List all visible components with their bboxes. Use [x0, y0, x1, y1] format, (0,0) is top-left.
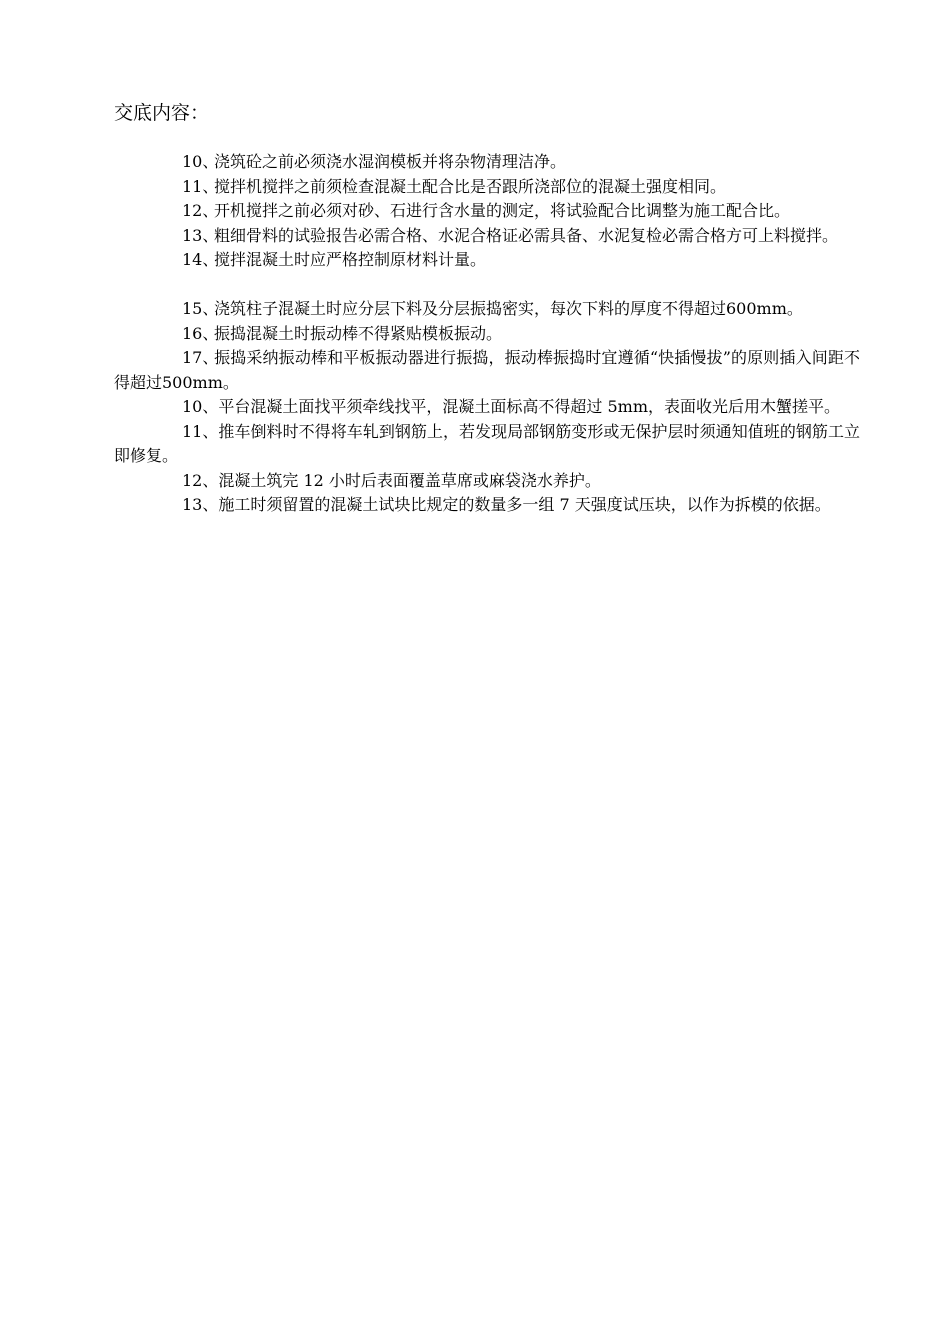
item-number: 15、: [182, 299, 219, 318]
item-number: 16、: [182, 323, 219, 343]
list-item: [114, 175, 860, 200]
item-text: 推车倒料时不得将车轧到钢筋上，若发现局部钢筋变形或无保护层时须通知值班的钢筋工立即修复。: [114, 421, 860, 465]
list-item: [114, 395, 860, 420]
instruction-list: [114, 150, 860, 518]
item-text: 振捣混凝土时振动棒不得紧贴模板振动。: [214, 323, 503, 343]
item-number: 12、: [182, 470, 219, 490]
item-number: 11、: [182, 421, 219, 441]
item-number: 11、: [182, 176, 219, 196]
item-text: 浇筑柱子混凝土时应分层下料及分层振捣密实，每次下料的厚度不得超过600mm。: [214, 299, 803, 318]
list-item: [114, 346, 860, 395]
list-item: [114, 248, 860, 273]
list-item: [114, 469, 860, 494]
list-item: [114, 493, 860, 518]
item-text: 开机搅拌之前必须对砂、石进行含水量的测定，将试验配合比调整为施工配合比。: [214, 201, 791, 220]
list-item: [114, 150, 860, 175]
list-item: [114, 224, 860, 249]
item-number: 17、: [182, 348, 219, 367]
item-number: 14、: [182, 250, 219, 269]
item-text: 平台混凝土面找平须牵线找平，混凝土面标高不得超过 5mm，表面收光后用木蟹搓平。: [218, 397, 840, 416]
item-number: 10、: [182, 397, 219, 416]
item-text: 粗细骨料的试验报告必需合格、水泥合格证必需具备、水泥复检必需合格方可上料搅拌。: [214, 225, 839, 245]
item-number: 13、: [182, 495, 219, 514]
item-text: 施工时须留置的混凝土试块比规定的数量多一组 7 天强度试压块，以作为拆模的依据。: [218, 495, 831, 514]
list-item: [114, 420, 860, 469]
item-text: 搅拌机搅拌之前须检查混凝土配合比是否跟所浇部位的混凝土强度相同。: [214, 176, 727, 196]
item-number: 10、: [182, 152, 219, 171]
item-number: 12、: [182, 201, 219, 220]
paragraph-gap: [114, 273, 860, 298]
list-item: [114, 322, 860, 347]
item-text: 振捣采纳振动棒和平板振动器进行振捣，振动棒振捣时宜遵循“快插慢拔”的原则插入间距不得超过500mm。: [114, 348, 860, 392]
item-text: 浇筑砼之前必须浇水湿润模板并将杂物清理洁净。: [214, 152, 567, 171]
list-item: [114, 297, 860, 322]
item-text: 搅拌混凝土时应严格控制原材料计量。: [214, 250, 487, 269]
list-item: [114, 199, 860, 224]
item-text: 混凝土筑完 12 小时后表面覆盖草席或麻袋浇水养护。: [218, 470, 601, 490]
section-heading: 交底内容：: [114, 102, 210, 124]
item-number: 13、: [182, 225, 219, 245]
